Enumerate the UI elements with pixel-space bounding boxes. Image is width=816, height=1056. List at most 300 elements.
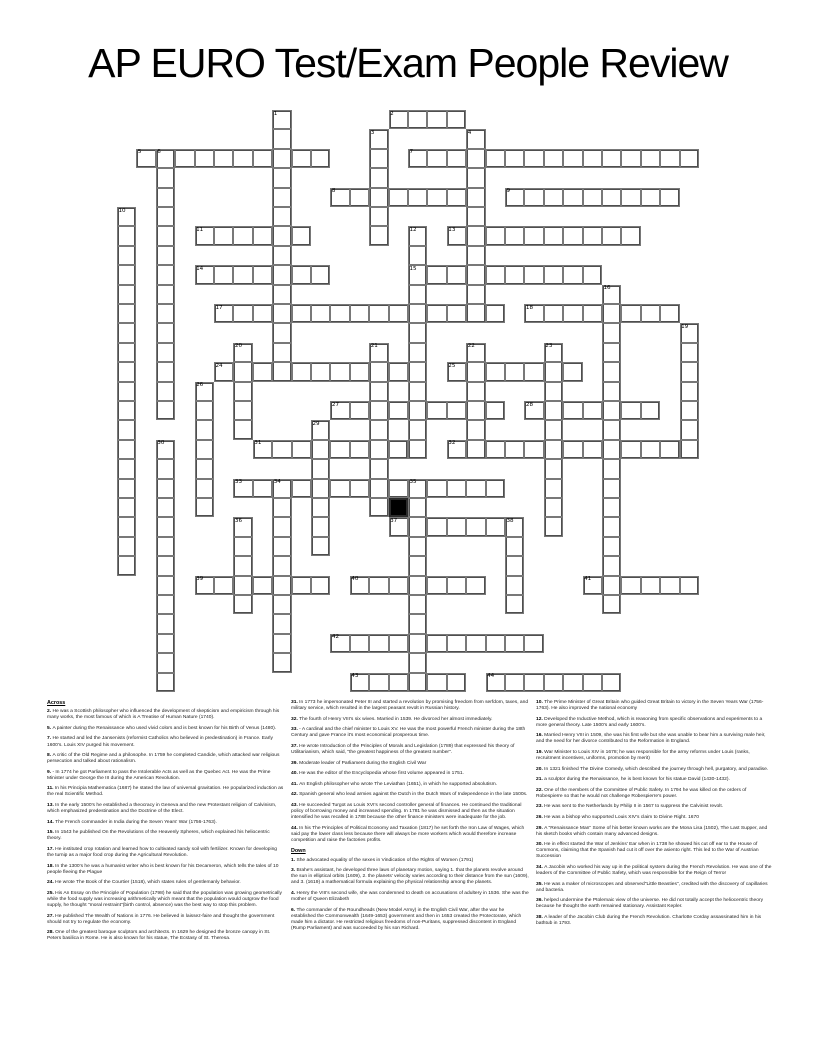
grid-cell[interactable]	[408, 576, 427, 595]
grid-cell[interactable]	[641, 440, 660, 459]
grid-cell[interactable]	[408, 110, 427, 129]
grid-cell[interactable]	[408, 673, 427, 692]
grid-cell[interactable]	[621, 440, 640, 459]
grid-cell[interactable]	[408, 188, 427, 207]
grid-cell[interactable]	[660, 304, 679, 323]
grid-cell[interactable]	[311, 498, 330, 517]
grid-cell[interactable]	[272, 129, 291, 148]
grid-cell[interactable]	[408, 537, 427, 556]
grid-cell[interactable]	[486, 265, 505, 284]
grid-cell[interactable]	[466, 285, 485, 304]
grid-cell[interactable]	[563, 149, 582, 168]
grid-cell[interactable]	[350, 479, 369, 498]
grid-cell[interactable]	[214, 149, 233, 168]
grid-cell[interactable]	[602, 188, 621, 207]
grid-cell[interactable]	[156, 634, 175, 653]
grid-cell[interactable]	[369, 362, 388, 381]
grid-cell[interactable]	[680, 440, 699, 459]
grid-cell[interactable]	[292, 149, 311, 168]
grid-cell[interactable]	[117, 440, 136, 459]
grid-cell[interactable]	[544, 673, 563, 692]
grid-cell[interactable]	[311, 149, 330, 168]
grid-cell[interactable]	[408, 246, 427, 265]
grid-cell[interactable]	[195, 440, 214, 459]
grid-cell[interactable]	[544, 420, 563, 439]
grid-cell[interactable]	[544, 459, 563, 478]
grid-cell[interactable]	[156, 304, 175, 323]
grid-cell[interactable]	[427, 265, 446, 284]
grid-cell[interactable]	[272, 188, 291, 207]
grid-cell[interactable]	[311, 440, 330, 459]
grid-cell[interactable]	[389, 362, 408, 381]
grid-cell[interactable]	[466, 265, 485, 284]
grid-cell[interactable]	[156, 246, 175, 265]
grid-cell[interactable]	[195, 498, 214, 517]
grid-cell[interactable]	[505, 634, 524, 653]
grid-cell[interactable]	[311, 576, 330, 595]
grid-cell[interactable]	[583, 149, 602, 168]
grid-cell[interactable]	[117, 246, 136, 265]
grid-cell[interactable]	[369, 401, 388, 420]
grid-cell[interactable]	[447, 110, 466, 129]
grid-cell[interactable]	[583, 188, 602, 207]
grid-cell[interactable]	[408, 440, 427, 459]
grid-cell[interactable]	[253, 362, 272, 381]
grid-cell[interactable]	[660, 576, 679, 595]
grid-cell[interactable]	[156, 323, 175, 342]
grid-cell[interactable]	[408, 362, 427, 381]
grid-cell[interactable]	[253, 226, 272, 245]
grid-cell[interactable]	[602, 576, 621, 595]
grid-cell[interactable]	[350, 440, 369, 459]
grid-cell[interactable]	[389, 440, 408, 459]
grid-cell[interactable]	[466, 634, 485, 653]
grid-cell[interactable]	[117, 459, 136, 478]
grid-cell[interactable]	[389, 634, 408, 653]
grid-cell[interactable]	[330, 479, 349, 498]
grid-cell[interactable]	[389, 188, 408, 207]
grid-cell[interactable]	[117, 285, 136, 304]
grid-cell[interactable]	[156, 459, 175, 478]
grid-cell[interactable]	[524, 673, 543, 692]
grid-cell[interactable]	[156, 343, 175, 362]
grid-cell[interactable]	[621, 304, 640, 323]
grid-cell[interactable]	[466, 440, 485, 459]
grid-cell[interactable]	[447, 401, 466, 420]
grid-cell[interactable]	[524, 634, 543, 653]
grid-cell[interactable]	[311, 537, 330, 556]
grid-cell[interactable]	[156, 653, 175, 672]
grid-cell[interactable]	[389, 304, 408, 323]
grid-cell[interactable]	[350, 304, 369, 323]
grid-cell[interactable]	[544, 517, 563, 536]
grid-cell[interactable]	[117, 537, 136, 556]
grid-cell[interactable]	[369, 576, 388, 595]
grid-cell[interactable]	[369, 207, 388, 226]
grid-cell[interactable]	[233, 401, 252, 420]
grid-cell[interactable]	[466, 576, 485, 595]
grid-cell[interactable]	[272, 343, 291, 362]
grid-cell[interactable]	[117, 343, 136, 362]
grid-cell[interactable]	[680, 343, 699, 362]
grid-cell[interactable]	[117, 479, 136, 498]
grid-cell[interactable]	[330, 440, 349, 459]
grid-cell[interactable]	[117, 420, 136, 439]
grid-cell[interactable]	[427, 479, 446, 498]
grid-cell[interactable]	[156, 673, 175, 692]
grid-cell[interactable]	[117, 226, 136, 245]
grid-cell[interactable]	[272, 653, 291, 672]
grid-cell[interactable]	[427, 188, 446, 207]
grid-cell[interactable]	[311, 479, 330, 498]
grid-cell[interactable]	[272, 304, 291, 323]
grid-cell[interactable]	[408, 498, 427, 517]
grid-cell[interactable]	[427, 304, 446, 323]
grid-cell[interactable]	[272, 323, 291, 342]
grid-cell[interactable]	[621, 188, 640, 207]
grid-cell[interactable]	[466, 479, 485, 498]
grid-cell[interactable]	[195, 420, 214, 439]
grid-cell[interactable]	[466, 401, 485, 420]
grid-cell[interactable]	[602, 556, 621, 575]
grid-cell[interactable]	[156, 285, 175, 304]
grid-cell[interactable]	[156, 401, 175, 420]
grid-cell[interactable]	[486, 634, 505, 653]
grid-cell[interactable]	[195, 459, 214, 478]
grid-cell[interactable]	[117, 498, 136, 517]
grid-cell[interactable]	[117, 382, 136, 401]
grid-cell[interactable]	[369, 168, 388, 187]
grid-cell[interactable]	[447, 265, 466, 284]
grid-cell[interactable]	[156, 517, 175, 536]
grid-cell[interactable]	[175, 149, 194, 168]
grid-cell[interactable]	[466, 362, 485, 381]
grid-cell[interactable]	[350, 634, 369, 653]
grid-cell[interactable]	[563, 401, 582, 420]
grid-cell[interactable]	[292, 226, 311, 245]
grid-cell[interactable]	[486, 149, 505, 168]
grid-cell[interactable]	[602, 459, 621, 478]
grid-cell[interactable]	[563, 188, 582, 207]
grid-cell[interactable]	[233, 595, 252, 614]
grid-cell[interactable]	[272, 556, 291, 575]
grid-cell[interactable]	[408, 285, 427, 304]
grid-cell[interactable]	[253, 479, 272, 498]
grid-cell[interactable]	[680, 149, 699, 168]
grid-cell[interactable]	[311, 265, 330, 284]
grid-cell[interactable]	[544, 382, 563, 401]
grid-cell[interactable]	[602, 537, 621, 556]
grid-cell[interactable]	[369, 634, 388, 653]
grid-cell[interactable]	[583, 401, 602, 420]
grid-cell[interactable]	[233, 304, 252, 323]
grid-cell[interactable]	[602, 595, 621, 614]
grid-cell[interactable]	[272, 149, 291, 168]
grid-cell[interactable]	[602, 382, 621, 401]
grid-cell[interactable]	[563, 304, 582, 323]
grid-cell[interactable]	[447, 479, 466, 498]
grid-cell[interactable]	[427, 517, 446, 536]
grid-cell[interactable]	[680, 401, 699, 420]
grid-cell[interactable]	[272, 614, 291, 633]
grid-cell[interactable]	[427, 149, 446, 168]
grid-cell[interactable]	[505, 556, 524, 575]
grid-cell[interactable]	[505, 440, 524, 459]
grid-cell[interactable]	[330, 304, 349, 323]
grid-cell[interactable]	[253, 304, 272, 323]
grid-cell[interactable]	[117, 556, 136, 575]
grid-cell[interactable]	[408, 323, 427, 342]
grid-cell[interactable]	[602, 362, 621, 381]
grid-cell[interactable]	[272, 265, 291, 284]
grid-cell[interactable]	[602, 226, 621, 245]
grid-cell[interactable]	[233, 149, 252, 168]
grid-cell[interactable]	[156, 207, 175, 226]
grid-cell[interactable]	[233, 382, 252, 401]
grid-cell[interactable]	[272, 537, 291, 556]
grid-cell[interactable]	[408, 595, 427, 614]
grid-cell[interactable]	[408, 343, 427, 362]
grid-cell[interactable]	[621, 576, 640, 595]
grid-cell[interactable]	[233, 576, 252, 595]
grid-cell[interactable]	[524, 440, 543, 459]
grid-cell[interactable]	[466, 149, 485, 168]
grid-cell[interactable]	[641, 304, 660, 323]
grid-cell[interactable]	[524, 265, 543, 284]
grid-cell[interactable]	[292, 576, 311, 595]
grid-cell[interactable]	[233, 226, 252, 245]
grid-cell[interactable]	[524, 188, 543, 207]
grid-cell[interactable]	[408, 614, 427, 633]
grid-cell[interactable]	[253, 576, 272, 595]
grid-cell[interactable]	[505, 149, 524, 168]
grid-cell[interactable]	[369, 673, 388, 692]
grid-cell[interactable]	[214, 265, 233, 284]
grid-cell[interactable]	[369, 420, 388, 439]
grid-cell[interactable]	[447, 576, 466, 595]
grid-cell[interactable]	[447, 517, 466, 536]
grid-cell[interactable]	[117, 362, 136, 381]
grid-cell[interactable]	[292, 265, 311, 284]
grid-cell[interactable]	[466, 382, 485, 401]
grid-cell[interactable]	[505, 595, 524, 614]
grid-cell[interactable]	[156, 226, 175, 245]
grid-cell[interactable]	[621, 401, 640, 420]
grid-cell[interactable]	[272, 498, 291, 517]
grid-cell[interactable]	[466, 188, 485, 207]
grid-cell[interactable]	[486, 479, 505, 498]
grid-cell[interactable]	[544, 362, 563, 381]
grid-cell[interactable]	[253, 265, 272, 284]
grid-cell[interactable]	[272, 168, 291, 187]
grid-cell[interactable]	[466, 207, 485, 226]
grid-cell[interactable]	[272, 576, 291, 595]
grid-cell[interactable]	[544, 149, 563, 168]
grid-cell[interactable]	[369, 440, 388, 459]
grid-cell[interactable]	[369, 304, 388, 323]
grid-cell[interactable]	[466, 517, 485, 536]
grid-cell[interactable]	[233, 556, 252, 575]
grid-cell[interactable]	[621, 226, 640, 245]
grid-cell[interactable]	[156, 479, 175, 498]
grid-cell[interactable]	[602, 149, 621, 168]
grid-cell[interactable]	[486, 517, 505, 536]
grid-cell[interactable]	[621, 149, 640, 168]
grid-cell[interactable]	[408, 382, 427, 401]
grid-cell[interactable]	[214, 576, 233, 595]
grid-cell[interactable]	[680, 420, 699, 439]
grid-cell[interactable]	[233, 265, 252, 284]
grid-cell[interactable]	[447, 188, 466, 207]
grid-cell[interactable]	[563, 265, 582, 284]
grid-cell[interactable]	[389, 479, 408, 498]
grid-cell[interactable]	[505, 576, 524, 595]
grid-cell[interactable]	[505, 265, 524, 284]
grid-cell[interactable]	[563, 362, 582, 381]
grid-cell[interactable]	[524, 362, 543, 381]
grid-cell[interactable]	[311, 304, 330, 323]
grid-cell[interactable]	[544, 498, 563, 517]
grid-cell[interactable]	[408, 653, 427, 672]
grid-cell[interactable]	[563, 440, 582, 459]
grid-cell[interactable]	[156, 537, 175, 556]
grid-cell[interactable]	[117, 401, 136, 420]
grid-cell[interactable]	[369, 479, 388, 498]
grid-cell[interactable]	[544, 226, 563, 245]
grid-cell[interactable]	[156, 595, 175, 614]
grid-cell[interactable]	[466, 246, 485, 265]
grid-cell[interactable]	[272, 362, 291, 381]
grid-cell[interactable]	[408, 420, 427, 439]
grid-cell[interactable]	[602, 479, 621, 498]
grid-cell[interactable]	[602, 323, 621, 342]
grid-cell[interactable]	[233, 420, 252, 439]
grid-cell[interactable]	[195, 149, 214, 168]
grid-cell[interactable]	[563, 673, 582, 692]
grid-cell[interactable]	[660, 149, 679, 168]
grid-cell[interactable]	[544, 265, 563, 284]
grid-cell[interactable]	[272, 207, 291, 226]
grid-cell[interactable]	[350, 362, 369, 381]
grid-cell[interactable]	[602, 401, 621, 420]
grid-cell[interactable]	[292, 479, 311, 498]
grid-cell[interactable]	[272, 595, 291, 614]
grid-cell[interactable]	[369, 498, 388, 517]
grid-cell[interactable]	[544, 304, 563, 323]
grid-cell[interactable]	[156, 498, 175, 517]
grid-cell[interactable]	[311, 362, 330, 381]
grid-cell[interactable]	[253, 149, 272, 168]
grid-cell[interactable]	[505, 226, 524, 245]
grid-cell[interactable]	[292, 362, 311, 381]
grid-cell[interactable]	[156, 265, 175, 284]
grid-cell[interactable]	[272, 246, 291, 265]
grid-cell[interactable]	[233, 537, 252, 556]
grid-cell[interactable]	[544, 188, 563, 207]
grid-cell[interactable]	[505, 537, 524, 556]
grid-cell[interactable]	[447, 149, 466, 168]
grid-cell[interactable]	[156, 362, 175, 381]
grid-cell[interactable]	[602, 343, 621, 362]
grid-cell[interactable]	[156, 614, 175, 633]
grid-cell[interactable]	[486, 440, 505, 459]
grid-cell[interactable]	[602, 517, 621, 536]
grid-cell[interactable]	[272, 226, 291, 245]
grid-cell[interactable]	[466, 304, 485, 323]
grid-cell[interactable]	[369, 149, 388, 168]
grid-cell[interactable]	[505, 362, 524, 381]
grid-cell[interactable]	[602, 420, 621, 439]
grid-cell[interactable]	[117, 304, 136, 323]
grid-cell[interactable]	[447, 673, 466, 692]
grid-cell[interactable]	[466, 168, 485, 187]
grid-cell[interactable]	[156, 576, 175, 595]
grid-cell[interactable]	[680, 382, 699, 401]
grid-cell[interactable]	[408, 401, 427, 420]
grid-cell[interactable]	[602, 304, 621, 323]
grid-cell[interactable]	[272, 285, 291, 304]
grid-cell[interactable]	[369, 382, 388, 401]
grid-cell[interactable]	[524, 149, 543, 168]
grid-cell[interactable]	[680, 362, 699, 381]
grid-cell[interactable]	[466, 226, 485, 245]
grid-cell[interactable]	[641, 149, 660, 168]
grid-cell[interactable]	[389, 673, 408, 692]
grid-cell[interactable]	[272, 634, 291, 653]
grid-cell[interactable]	[272, 517, 291, 536]
grid-cell[interactable]	[311, 517, 330, 536]
grid-cell[interactable]	[427, 401, 446, 420]
grid-cell[interactable]	[447, 634, 466, 653]
grid-cell[interactable]	[660, 440, 679, 459]
grid-cell[interactable]	[117, 323, 136, 342]
grid-cell[interactable]	[680, 576, 699, 595]
grid-cell[interactable]	[156, 188, 175, 207]
grid-cell[interactable]	[195, 401, 214, 420]
grid-cell[interactable]	[292, 304, 311, 323]
grid-cell[interactable]	[486, 226, 505, 245]
grid-cell[interactable]	[427, 110, 446, 129]
grid-cell[interactable]	[583, 226, 602, 245]
grid-cell[interactable]	[408, 634, 427, 653]
grid-cell[interactable]	[544, 440, 563, 459]
grid-cell[interactable]	[466, 420, 485, 439]
grid-cell[interactable]	[427, 634, 446, 653]
grid-cell[interactable]	[602, 440, 621, 459]
grid-cell[interactable]	[272, 440, 291, 459]
grid-cell[interactable]	[602, 498, 621, 517]
grid-cell[interactable]	[602, 673, 621, 692]
grid-cell[interactable]	[156, 168, 175, 187]
grid-cell[interactable]	[505, 673, 524, 692]
grid-cell[interactable]	[350, 188, 369, 207]
grid-cell[interactable]	[641, 576, 660, 595]
grid-cell[interactable]	[195, 479, 214, 498]
grid-cell[interactable]	[369, 188, 388, 207]
grid-cell[interactable]	[524, 226, 543, 245]
grid-cell[interactable]	[369, 459, 388, 478]
grid-cell[interactable]	[156, 556, 175, 575]
grid-cell[interactable]	[408, 517, 427, 536]
grid-cell[interactable]	[427, 673, 446, 692]
grid-cell[interactable]	[408, 304, 427, 323]
grid-cell[interactable]	[641, 188, 660, 207]
grid-cell[interactable]	[350, 401, 369, 420]
grid-cell[interactable]	[563, 226, 582, 245]
grid-cell[interactable]	[408, 556, 427, 575]
grid-cell[interactable]	[583, 304, 602, 323]
grid-cell[interactable]	[660, 188, 679, 207]
